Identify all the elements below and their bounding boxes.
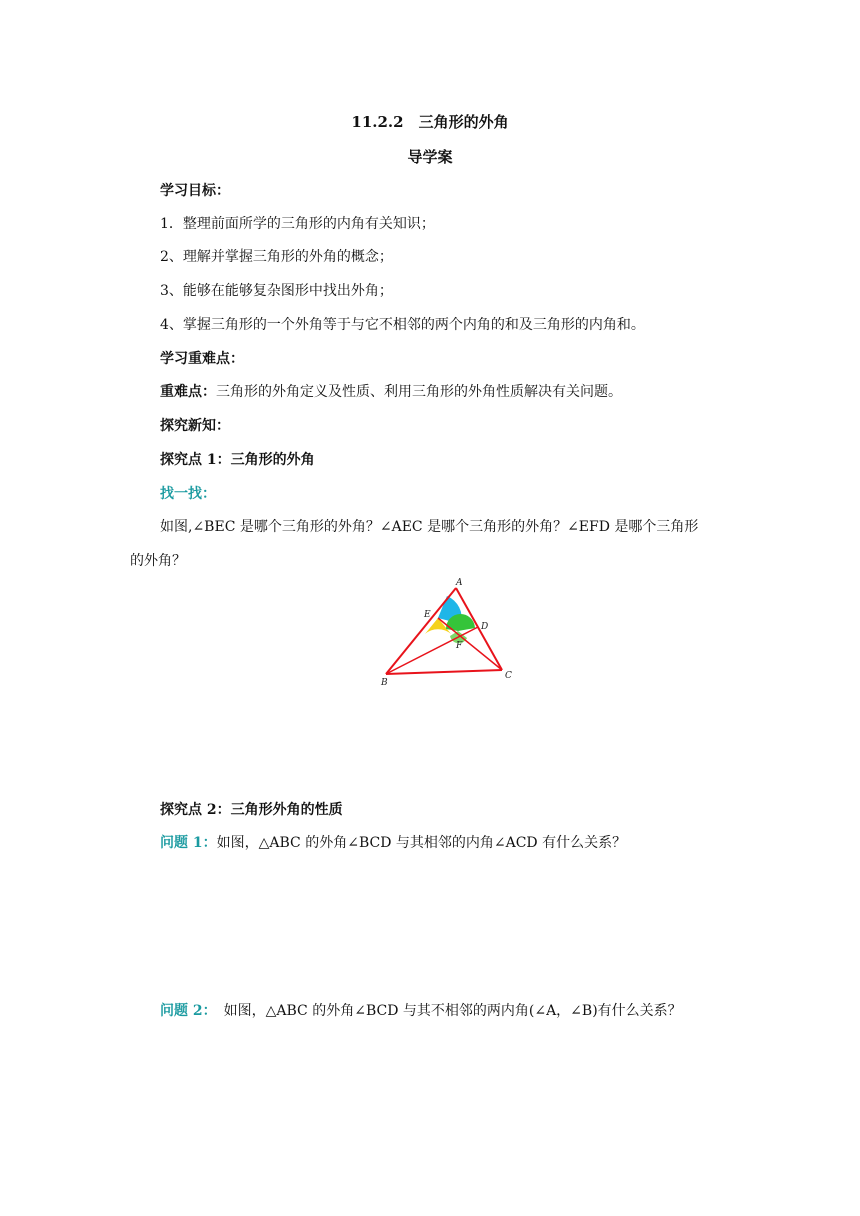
question1-label: 问题 1： [160, 835, 217, 851]
question2 [160, 1001, 682, 1021]
triangle-figure [380, 574, 520, 690]
label-f: F [456, 641, 463, 651]
label-d: D [481, 622, 489, 632]
label-c: C [505, 671, 512, 681]
find-label: 找一找： [160, 486, 216, 502]
key-points-label: 重难点： [160, 384, 216, 400]
find-question-line2: 的外角？ [130, 553, 186, 569]
edge-bc [386, 670, 502, 674]
label-a: A [456, 578, 463, 588]
document-title: 11.2.2 三角形的外角 [351, 113, 509, 131]
point1-heading: 探究点 1：三角形的外角 [160, 452, 315, 468]
find-question-line1: 如图,∠BEC 是哪个三角形的外角？∠AEC 是哪个三角形的外角？∠EFD 是哪个三角形 [160, 519, 699, 535]
key-points-heading: 学习重难点： [160, 351, 244, 367]
label-b: B [381, 678, 388, 688]
question2-text: 如图，△ABC 的外角∠BCD 与其不相邻的两内角(∠A，∠B)有什么关系？ [209, 1003, 682, 1019]
objective-item: 4、掌握三角形的一个外角等于与它不相邻的两个内角的和及三角形的内角和。 [160, 317, 645, 333]
segment-bd [386, 627, 478, 674]
label-e: E [424, 610, 431, 620]
key-points-text: 三角形的外角定义及性质、利用三角形的外角性质解决有关问题。 [216, 384, 622, 400]
objectives-heading: 学习目标： [160, 183, 230, 199]
document-subtitle: 导学案 [407, 148, 453, 166]
question2-label: 问题 2： [160, 1003, 210, 1019]
key-points-paragraph [160, 382, 622, 402]
objective-item: 3、能够在能够复杂图形中找出外角； [160, 283, 393, 299]
explore-heading: 探究新知： [160, 418, 230, 434]
objective-item: 1．整理前面所学的三角形的内角有关知识； [160, 216, 435, 232]
point2-heading: 探究点 2：三角形外角的性质 [160, 802, 343, 818]
edge-ab [386, 588, 456, 674]
question1 [160, 833, 626, 853]
objective-item: 2、理解并掌握三角形的外角的概念； [160, 249, 393, 265]
question1-text: 如图，△ABC 的外角∠BCD 与其相邻的内角∠ACD 有什么关系？ [216, 835, 627, 851]
